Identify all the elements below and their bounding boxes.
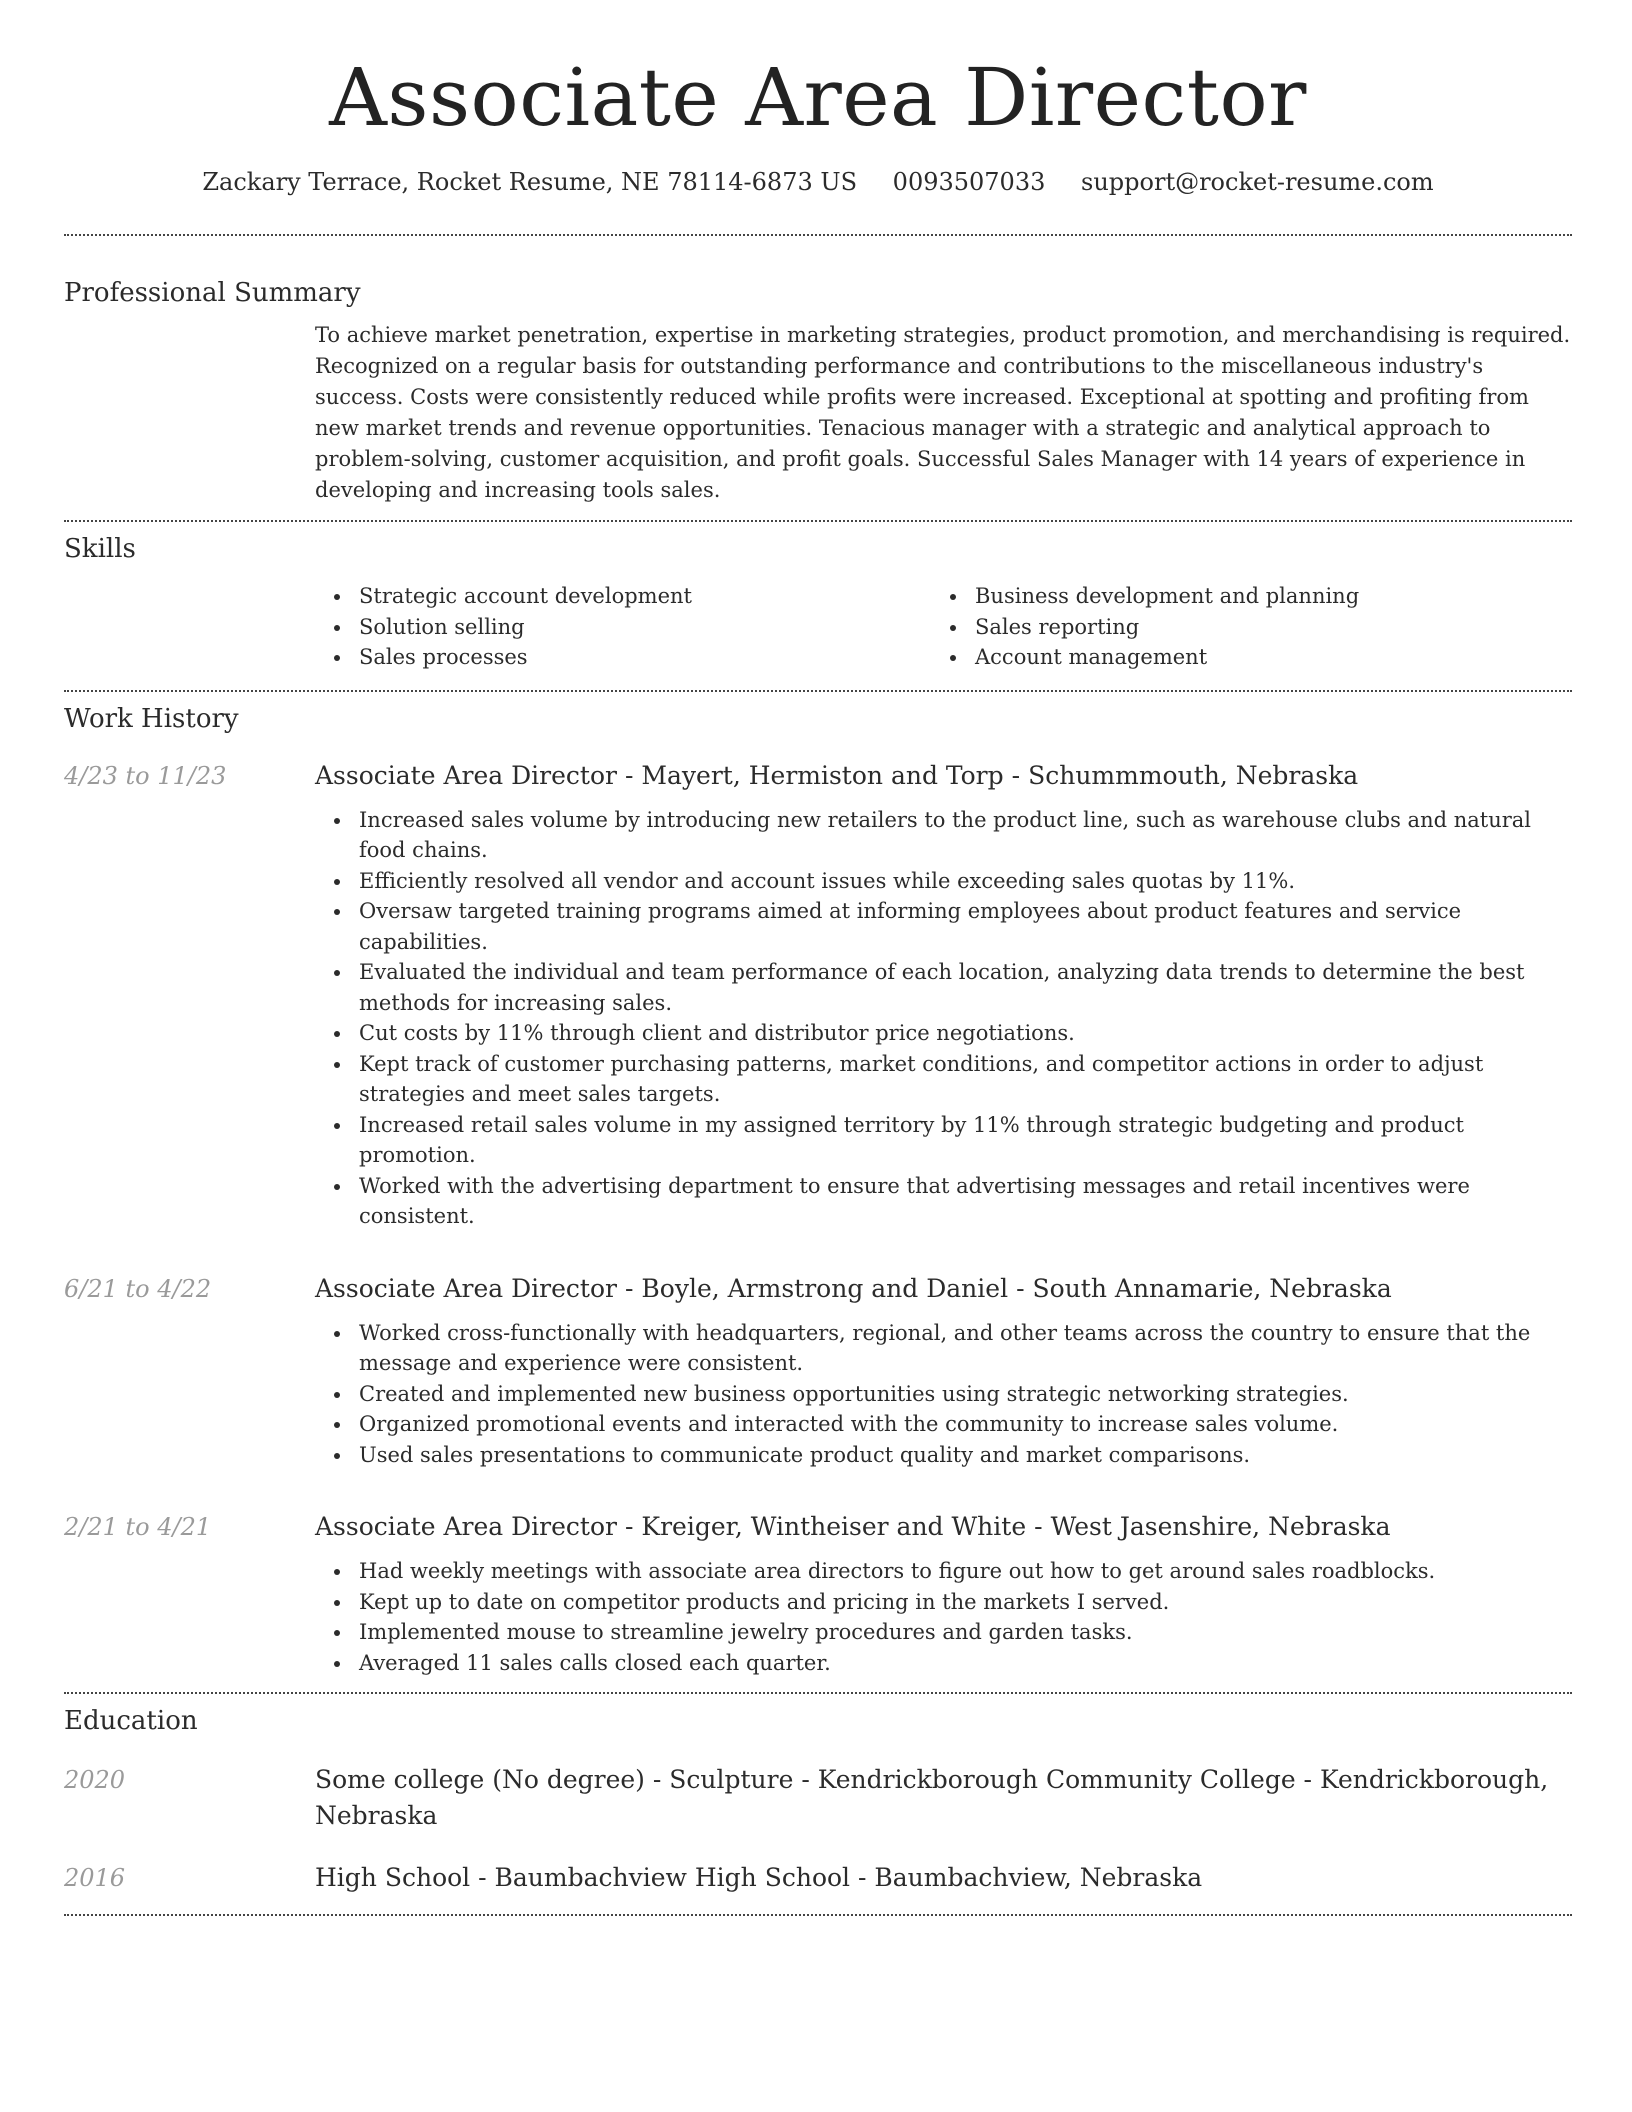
- job-location: South Annamarie, Nebraska: [1032, 1273, 1392, 1303]
- job-entry: [64, 759, 1572, 1232]
- work-history-list: [64, 759, 1572, 1679]
- skill-item: Solution selling: [315, 612, 931, 643]
- summary-text: To achieve market penetration, expertise in marketing strategies, product promotion, and merchandising is required. Recognized on a regular basis for outstanding performance and contributions to the miscellaneous industry's success. Costs were consistently reduced while profits were increased. Exceptional at spotting and profiting from new market trends and revenue opportunities. Tenacious manager with a strategic and analytical approach to problem-solving, customer acquisition, and profit goals. Successful Sales Manager with 14 years of experience in developing and increasing tools sales.: [315, 323, 1571, 502]
- job-title: [315, 759, 1572, 793]
- job-bullets: [315, 1318, 1572, 1471]
- separator: -: [1034, 1512, 1043, 1541]
- divider: [64, 234, 1572, 236]
- education-entry: [64, 1762, 1572, 1834]
- skills-column-right: [931, 581, 1547, 673]
- job-location: Schummmouth, Nebraska: [1028, 760, 1359, 790]
- separator: -: [624, 760, 634, 790]
- job-title: [315, 1272, 1572, 1306]
- address: Zackary Terrace, Rocket Resume, NE 78114-6873 US: [202, 168, 858, 196]
- job-bullet: Worked with the advertising department to ensure that advertising messages and retail incentives were consistent.: [315, 1171, 1572, 1232]
- job-bullet: Oversaw targeted training programs aimed at informing employees about product features and service capabilities.: [315, 896, 1572, 957]
- divider: [64, 520, 1572, 522]
- skill-item: Strategic account development: [315, 581, 931, 612]
- job-bullet: Averaged 11 sales calls closed each quarter.: [315, 1648, 1572, 1679]
- job-location: West Jasenshire, Nebraska: [1050, 1512, 1391, 1541]
- job-title: [315, 1510, 1572, 1544]
- separator: -: [624, 1273, 634, 1303]
- resume-page: [64, 0, 1572, 1916]
- job-bullet: Kept up to date on competitor products and pricing in the markets I served.: [315, 1587, 1572, 1618]
- job-role: Associate Area Director: [315, 1512, 617, 1541]
- job-bullet: Created and implemented new business opportunities using strategic networking strategies.: [315, 1379, 1572, 1410]
- job-bullet: Kept track of customer purchasing patterns, market conditions, and competitor actions in order to adjust strategies and meet sales targets.: [315, 1049, 1572, 1110]
- job-bullet: Used sales presentations to communicate product quality and market comparisons.: [315, 1440, 1572, 1471]
- job-company: Boyle, Armstrong and Daniel: [641, 1273, 1009, 1303]
- job-company: Mayert, Hermiston and Torp: [641, 760, 1004, 790]
- job-content: [315, 759, 1572, 1232]
- job-entry: [64, 1272, 1572, 1471]
- contact-line: [64, 168, 1572, 196]
- email: support@rocket-resume.com: [1081, 168, 1434, 196]
- education-detail: High School - Baumbachview High School - Baumbachview, Nebraska: [315, 1863, 1203, 1892]
- separator: -: [1016, 1273, 1025, 1303]
- section-title-summary: Professional Summary: [64, 278, 361, 308]
- skill-item: Business development and planning: [931, 581, 1547, 612]
- job-dates: 6/21 to 4/22: [64, 1274, 212, 1303]
- skill-item: Account management: [931, 642, 1547, 673]
- job-role: Associate Area Director: [315, 1273, 617, 1303]
- job-bullet: Had weekly meetings with associate area directors to figure out how to get around sales roadblocks.: [315, 1556, 1572, 1587]
- section-title-education: Education: [64, 1706, 198, 1736]
- education-year: 2016: [64, 1864, 126, 1892]
- job-company: Kreiger, Wintheiser and White: [641, 1512, 1027, 1541]
- separator: -: [1011, 760, 1021, 790]
- job-bullet: Increased retail sales volume in my assigned territory by 11% through strategic budgeting and product promotion.: [315, 1110, 1572, 1171]
- job-bullet: Increased sales volume by introducing new retailers to the product line, such as warehouse clubs and natural food chains.: [315, 805, 1572, 866]
- phone: 0093507033: [892, 168, 1046, 196]
- separator: -: [624, 1512, 634, 1541]
- divider: [64, 690, 1572, 692]
- education-year: 2020: [64, 1766, 126, 1794]
- candidate-name: Associate Area Director: [329, 51, 1307, 144]
- skills-column-left: [315, 581, 931, 673]
- job-bullet: Cut costs by 11% through client and distributor price negotiations.: [315, 1018, 1572, 1049]
- job-bullet: Organized promotional events and interacted with the community to increase sales volume.: [315, 1409, 1572, 1440]
- divider: [64, 1914, 1572, 1916]
- skills-list: [315, 581, 1572, 673]
- job-content: [315, 1510, 1572, 1678]
- job-bullet: Evaluated the individual and team performance of each location, analyzing data trends to determine the best methods for increasing sales.: [315, 957, 1572, 1018]
- job-bullets: [315, 805, 1572, 1232]
- education-detail: Some college (No degree) - Sculpture - Kendrickborough Community College - Kendrickborough, Nebraska: [315, 1765, 1549, 1830]
- job-bullet: Worked cross-functionally with headquarters, regional, and other teams across the country to ensure that the message and experience were consistent.: [315, 1318, 1572, 1379]
- job-dates: 2/21 to 4/21: [64, 1513, 212, 1541]
- job-bullets: [315, 1556, 1572, 1678]
- section-title-skills: Skills: [64, 534, 136, 564]
- skill-item: Sales reporting: [931, 612, 1547, 643]
- job-entry: [64, 1510, 1572, 1678]
- section-title-work-history: Work History: [64, 703, 239, 734]
- job-content: [315, 1272, 1572, 1471]
- job-role: Associate Area Director: [315, 760, 617, 790]
- education-list: [64, 1762, 1572, 1896]
- job-bullet: Implemented mouse to streamline jewelry procedures and garden tasks.: [315, 1617, 1572, 1648]
- job-bullet: Efficiently resolved all vendor and account issues while exceeding sales quotas by 11%.: [315, 866, 1572, 897]
- job-dates: 4/23 to 11/23: [64, 761, 227, 790]
- skill-item: Sales processes: [315, 642, 931, 673]
- education-entry: [64, 1860, 1572, 1896]
- divider: [64, 1692, 1572, 1694]
